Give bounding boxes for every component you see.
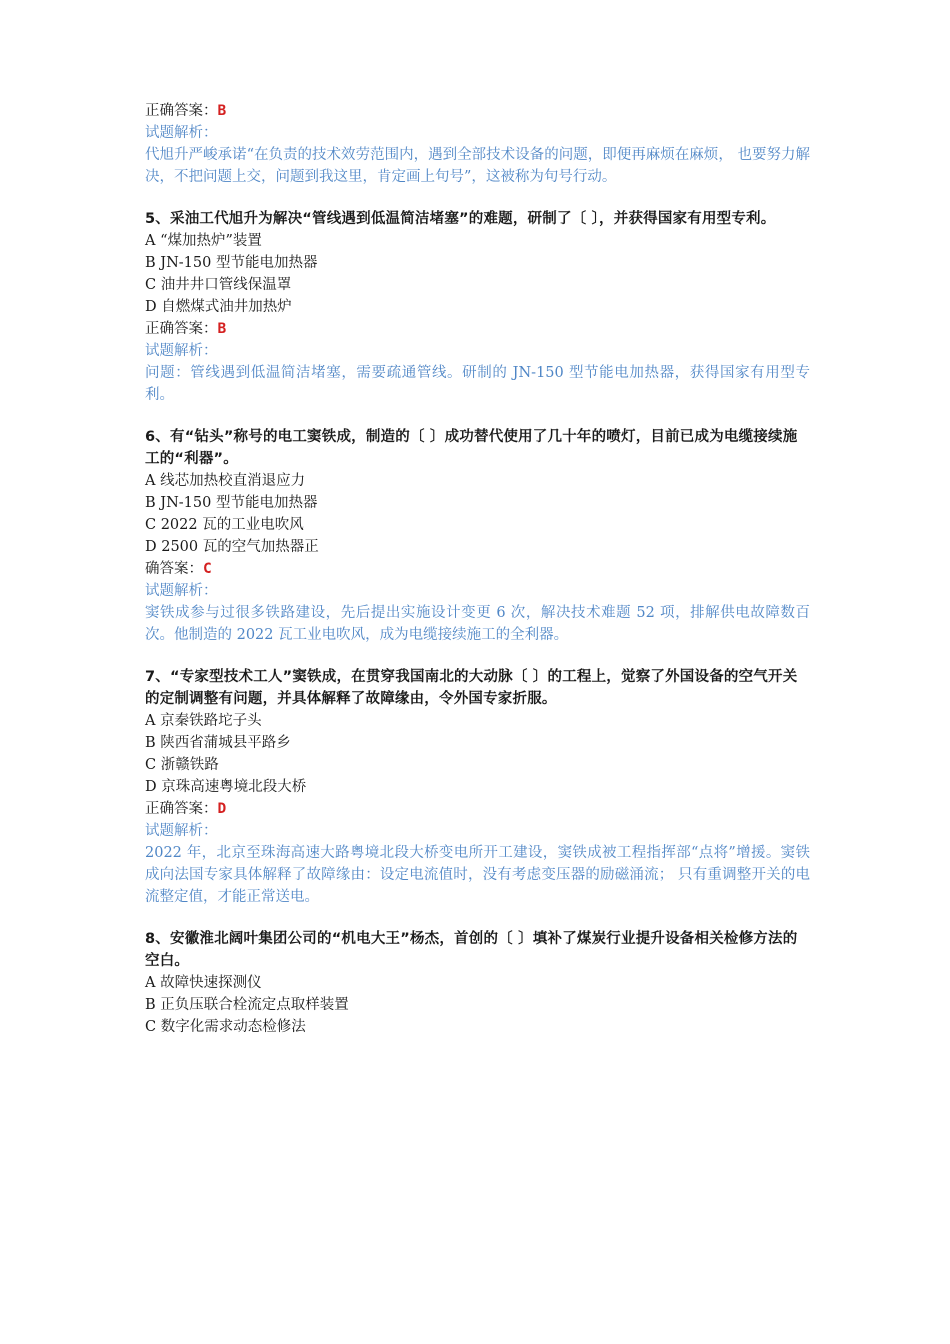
option-d: D 2500 瓦的空气加热器正 bbox=[145, 539, 319, 555]
answer-line bbox=[145, 318, 810, 340]
option-a: A “煤加热炉”装置 bbox=[145, 233, 262, 249]
analysis-text: 窦铁成参与过很多铁路建设，先后提出实施设计变更 6 次，解决技术难题 52 项，排解供电故障数百次。他制造的 2022 瓦工业电吹风，成为电缆接续施工的全利器。 bbox=[145, 605, 810, 643]
analysis-text: 代旭升严峻承诺“在负责的技术效劳范围内，遇到全部技术设备的问题，即便再麻烦在麻烦， 也要努力解决，不把问题上交，问题到我这里，肯定画上句号”，这被称为句号行动。 bbox=[145, 147, 810, 185]
option-a: A 线芯加热校直消退应力 bbox=[145, 473, 306, 489]
answer-line bbox=[145, 798, 810, 820]
option-d: D 自燃煤式油井加热炉 bbox=[145, 299, 292, 315]
option-c: C 油井井口管线保温罩 bbox=[145, 277, 292, 293]
option-a: A 故障快速探测仪 bbox=[145, 975, 262, 991]
analysis-text: 问题：管线遇到低温简洁堵塞，需要疏通管线。研制的 JN-150 型节能电加热器，获得国家有用型专利。 bbox=[145, 365, 810, 403]
answer-label: 确答案： bbox=[145, 561, 203, 577]
answer-label: 正确答案： bbox=[145, 103, 218, 119]
question-title: 8、安徽淮北阔叶集团公司的“机电大王”杨杰，首创的〔 〕填补了煤炭行业提升设备相关检修方法的空白。 bbox=[145, 931, 798, 969]
question-6 bbox=[145, 426, 810, 646]
analysis-label: 试题解析： bbox=[145, 343, 218, 359]
question-title: 5、采油工代旭升为解决“管线遇到低温简洁堵塞”的难题，研制了〔 〕，并获得国家有用型专利。 bbox=[145, 211, 776, 227]
option-c: C 数字化需求动态检修法 bbox=[145, 1019, 306, 1035]
analysis-label: 试题解析： bbox=[145, 823, 218, 839]
option-d: D 京珠高速粤境北段大桥 bbox=[145, 779, 307, 795]
question-7 bbox=[145, 666, 810, 908]
answer-label: 正确答案： bbox=[145, 801, 218, 817]
option-a: A 京秦铁路坨子头 bbox=[145, 713, 262, 729]
option-b: B 正负压联合栓流定点取样装置 bbox=[145, 997, 349, 1013]
question-8 bbox=[145, 928, 810, 1038]
option-b: B 陕西省蒲城县平路乡 bbox=[145, 735, 291, 751]
answer-value: C bbox=[203, 561, 212, 577]
question-title: 6、有“钻头”称号的电工窦铁成，制造的〔 〕成功替代使用了几十年的喷灯，目前已成为电缆接续施工的“利器”。 bbox=[145, 429, 798, 467]
answer-line bbox=[145, 558, 810, 580]
document-page bbox=[145, 100, 810, 1038]
analysis-label: 试题解析： bbox=[145, 583, 218, 599]
answer-value: B bbox=[217, 321, 227, 337]
option-b: B JN-150 型节能电加热器 bbox=[145, 495, 318, 511]
answer-value: B bbox=[217, 103, 227, 119]
answer-value: D bbox=[217, 801, 227, 817]
option-b: B JN-150 型节能电加热器 bbox=[145, 255, 318, 271]
answer-line bbox=[145, 100, 810, 122]
option-c: C 浙赣铁路 bbox=[145, 757, 219, 773]
question-title: 7、“专家型技术工人”窦铁成，在贯穿我国南北的大动脉〔 〕的工程上，觉察了外国设备的空气开关的定制调整有问题，并具体解释了故障缘由，令外国专家折服。 bbox=[145, 669, 798, 707]
question-4-tail bbox=[145, 100, 810, 188]
analysis-label: 试题解析： bbox=[145, 125, 218, 141]
question-5 bbox=[145, 208, 810, 406]
answer-label: 正确答案： bbox=[145, 321, 218, 337]
option-c: C 2022 瓦的工业电吹风 bbox=[145, 517, 304, 533]
analysis-text: 2022 年，北京至珠海高速大路粤境北段大桥变电所开工建设，窦铁成被工程指挥部“点将”增援。窦铁成向法国专家具体解释了故障缘由：设定电流值时，没有考虑变压器的励磁涌流； 只有重调整开关的电流整定值，才能正常送电。 bbox=[145, 845, 810, 905]
